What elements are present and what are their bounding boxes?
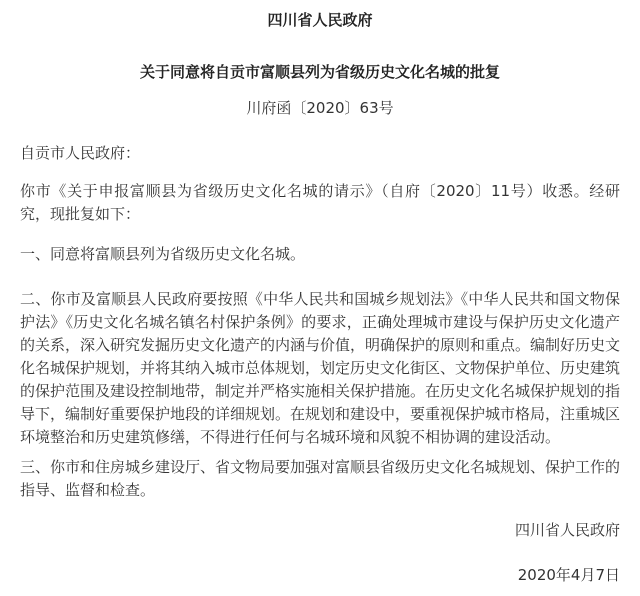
paragraph-item-2: 二、你市及富顺县人民政府要按照《中华人民共和国城乡规划法》《中华人民共和国文物保护法》《历史文化名城名镇名村保护条例》的要求，正确处理城市建设与保护历史文化遗产的关系，深入研究发掘历史文化遗产的内涵与价值，明确保护的原则和重点。编制好历史文化名城保护规划，并将其纳入城市总体规划，划定历史文化街区、文物保护单位、历史建筑的保护范围及建设控制地带，制定并严格实施相关保护措施。在历史文化名城保护规划的指导下，编制好重要保护地段的详细规划。在规划和建设中，要重视保护城市格局，注重城区环境整治和历史建筑修缮，不得进行任何与名城环境和风貌不相协调的建设活动。 (20, 290, 621, 446)
issuer-header: 四川省人民政府 (267, 11, 373, 29)
document-date: 2020年4月7日 (517, 566, 620, 584)
document-title: 关于同意将自贡市富顺县列为省级历史文化名城的批复 (139, 63, 500, 81)
paragraph-item-3: 三、你市和住房城乡建设厅、省文物局要加强对富顺县省级历史文化名城规划、保护工作的指导、监督和检查。 (20, 458, 621, 499)
addressee: 自贡市人民政府： (20, 144, 141, 162)
paragraph-item-1: 一、同意将富顺县列为省级历史文化名城。 (20, 245, 306, 263)
signature: 四川省人民政府 (514, 521, 620, 539)
document-number: 川府函〔2020〕63号 (246, 99, 394, 117)
paragraph-intro: 你市《关于申报富顺县为省级历史文化名城的请示》（自府〔2020〕11号）收悉。经研究，现批复如下： (20, 182, 620, 223)
